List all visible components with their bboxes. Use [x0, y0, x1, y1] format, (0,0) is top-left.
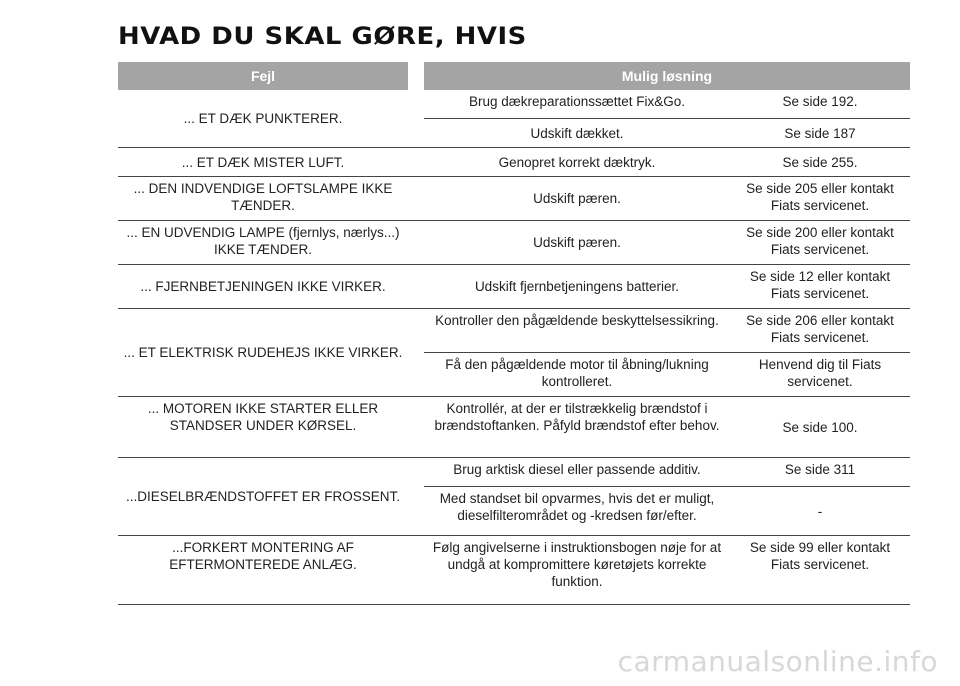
troubleshooting-table — [118, 62, 910, 605]
gap-cell — [408, 397, 424, 458]
reference-cell: - — [730, 487, 910, 536]
fault-cell: ... ET DÆK PUNKTERER. — [118, 90, 408, 148]
reference-cell: Se side 192. — [730, 90, 910, 119]
header-solution: Mulig løsning — [424, 62, 910, 90]
solution-cell: Udskift dækket. — [424, 119, 730, 148]
fault-cell: ... MOTOREN IKKE STARTER ELLER STANDSER UNDER KØRSEL. — [118, 397, 408, 458]
fault-cell: ... ET DÆK MISTER LUFT. — [118, 148, 408, 177]
reference-cell: Se side 206 eller kontakt Fiats servicenet. — [730, 309, 910, 353]
solution-cell: Brug arktisk diesel eller passende additiv. — [424, 458, 730, 487]
fault-cell: ... FJERNBETJENINGEN IKKE VIRKER. — [118, 265, 408, 309]
reference-cell: Se side 255. — [730, 148, 910, 177]
gap-cell — [408, 90, 424, 148]
reference-cell: Se side 311 — [730, 458, 910, 487]
fault-cell: ... EN UDVENDIG LAMPE (fjernlys, nærlys...) IKKE TÆNDER. — [118, 221, 408, 265]
reference-cell: Se side 187 — [730, 119, 910, 148]
solution-cell: Brug dækreparationssættet Fix&Go. — [424, 90, 730, 119]
solution-cell: Udskift pæren. — [424, 221, 730, 265]
table-row — [118, 458, 910, 487]
table-header-row — [118, 62, 910, 90]
solution-cell: Få den pågældende motor til åbning/lukning kontrolleret. — [424, 353, 730, 397]
table-row — [118, 221, 910, 265]
solution-cell: Udskift fjernbetjeningens batterier. — [424, 265, 730, 309]
table-row — [118, 536, 910, 605]
header-gap — [408, 62, 424, 90]
fault-cell: ...DIESELBRÆNDSTOFFET ER FROSSENT. — [118, 458, 408, 536]
gap-cell — [408, 309, 424, 397]
gap-cell — [408, 458, 424, 536]
fault-cell: ... DEN INDVENDIGE LOFTSLAMPE IKKE TÆNDER. — [118, 177, 408, 221]
gap-cell — [408, 221, 424, 265]
gap-cell — [408, 265, 424, 309]
reference-cell: Se side 200 eller kontakt Fiats servicenet. — [730, 221, 910, 265]
table-row — [118, 90, 910, 119]
solution-cell: Følg angivelserne i instruktionsbogen nøje for at undgå at kompromittere køretøjets korrekte funktion. — [424, 536, 730, 605]
table-row — [118, 309, 910, 353]
reference-cell: Se side 205 eller kontakt Fiats servicenet. — [730, 177, 910, 221]
table-row — [118, 265, 910, 309]
solution-cell: Kontrollér, at der er tilstrækkelig brændstof i brændstoftanken. Påfyld brændstof efter behov. — [424, 397, 730, 458]
solution-cell: Genopret korrekt dæktryk. — [424, 148, 730, 177]
reference-cell: Henvend dig til Fiats servicenet. — [730, 353, 910, 397]
watermark-text: carmanualsonline.info — [617, 645, 938, 678]
reference-cell: Se side 12 eller kontakt Fiats servicenet. — [730, 265, 910, 309]
gap-cell — [408, 148, 424, 177]
gap-cell — [408, 177, 424, 221]
table-row — [118, 148, 910, 177]
solution-cell: Udskift pæren. — [424, 177, 730, 221]
header-fault: Fejl — [118, 62, 408, 90]
table-row — [118, 397, 910, 458]
reference-cell: Se side 99 eller kontakt Fiats servicenet. — [730, 536, 910, 605]
solution-cell: Kontroller den pågældende beskyttelsessikring. — [424, 309, 730, 353]
fault-cell: ... ET ELEKTRISK RUDEHEJS IKKE VIRKER. — [118, 309, 408, 397]
page-title: HVAD DU SKAL GØRE, HVIS — [118, 22, 527, 50]
solution-cell: Med standset bil opvarmes, hvis det er muligt, dieselfilterområdet og -kredsen før/efter. — [424, 487, 730, 536]
fault-cell: ...FORKERT MONTERING AF EFTERMONTEREDE ANLÆG. — [118, 536, 408, 605]
reference-cell: Se side 100. — [730, 397, 910, 458]
gap-cell — [408, 536, 424, 605]
table-row — [118, 177, 910, 221]
